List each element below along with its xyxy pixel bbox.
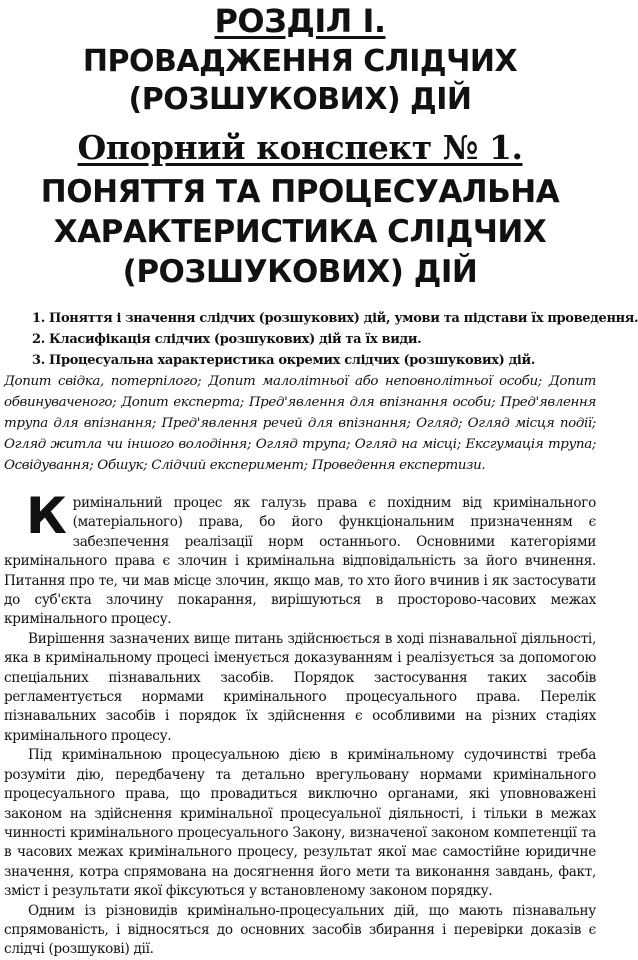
question-item: 1. Поняття і значення слідчих (розшукових) дій, умови та підстави їх проведення. — [32, 311, 638, 326]
body-paragraph — [4, 487, 596, 630]
konspekt-heading — [0, 128, 600, 167]
drop-cap: К — [26, 487, 67, 545]
topic-title-line-3: (РОЗШУКОВИХ) ДІЙ — [122, 254, 478, 290]
question-item: 3. Процесуальна характеристика окремих слідчих (розшукових) дій. — [32, 353, 535, 368]
konspekt-number: Опорний конспект № 1. — [77, 128, 523, 167]
body-text — [4, 487, 596, 960]
body-paragraph: Під кримінальною процесуальною дією в кримінальному судочинстві треба розуміти дію, передбачену та детально врегульовану нормами кримінального процесуального права, що провадиться виключно органами, які уповноважені законом на здійснення кримінальної процесуальної діяльності, і тільки в межах чинності кримінального процесуального Закону, визначеної законом компетенції та в часових межах кримінального процесу, результат якої має самостійне юридичне значення, котра спрямована на досягнення його мети та виконання завдань, факт, зміст і результати якої фіксуються у встановленому законом порядку. — [4, 747, 596, 900]
section-subtitle-line-1: ПРОВАДЖЕННЯ СЛІДЧИХ — [82, 44, 518, 79]
body-paragraph: Одним із різновидів кримінально-процесуальних дій, що мають пізнавальну спрямованість, і відносяться до основних засобів збирання і перевірки доказів є слідчі (розшукові) дії. — [4, 902, 596, 958]
section-number: РОЗДІЛ І. — [214, 2, 386, 40]
body-paragraph: Вирішення зазначених вище питань здійснюється в ході пізнавальної діяльності, яка в кримінальному процесі іменується доказуванням і реалізується за допомогою спеціальних пізнавальних засобів. Порядок застосування таких засобів регламентується нормами кримінального процесуального права. Перелік пізнавальних засобів і порядок їх здійснення є особливими на різних стадіях кримінального процесу. — [4, 630, 596, 744]
topic-title-line-2: ХАРАКТЕРИСТИКА СЛІДЧИХ — [53, 214, 547, 250]
body-paragraph-text: римінальний процес як галузь права є похідним від кримінального (матеріального) права, бо його функціональним призначенням є забезпечення реалізації норм останнього. Основними категоріями кримінального права є злочин і кримінальна відповідальність за його вчинення. Питання про те, чи мав місце злочин, якщо мав, то хто його вчинив і як застосувати до суб'єкта злочину покарання, вирішуються в просторово-часових межах кримінального процесу. — [4, 495, 596, 628]
section-heading — [0, 4, 600, 38]
topic-title-line-1: ПОНЯТТЯ ТА ПРОЦЕСУАЛЬНА — [40, 174, 560, 210]
keywords-paragraph: Допит свідка, потерпілого; Допит малолітньої або неповнолітньої особи; Допит обвинуваченого; Допит експерта; Пред'явлення для впізнання особи; Пред'явлення трупа для впізнання; Пред'явлення речей для впізнання; Огляд; Огляд місця події; Огляд житла чи іншого володіння; Огляд трупа; Огляд на місці; Ексгумація трупа; Освідування; Обшук; Слідчий експеримент; Проведення експертизи. — [4, 374, 596, 473]
question-item: 2. Класифікація слідчих (розшукових) дій та їх види. — [32, 332, 422, 347]
section-subtitle-line-2: (РОЗШУКОВИХ) ДІЙ — [128, 82, 472, 117]
questions-list — [32, 308, 638, 371]
